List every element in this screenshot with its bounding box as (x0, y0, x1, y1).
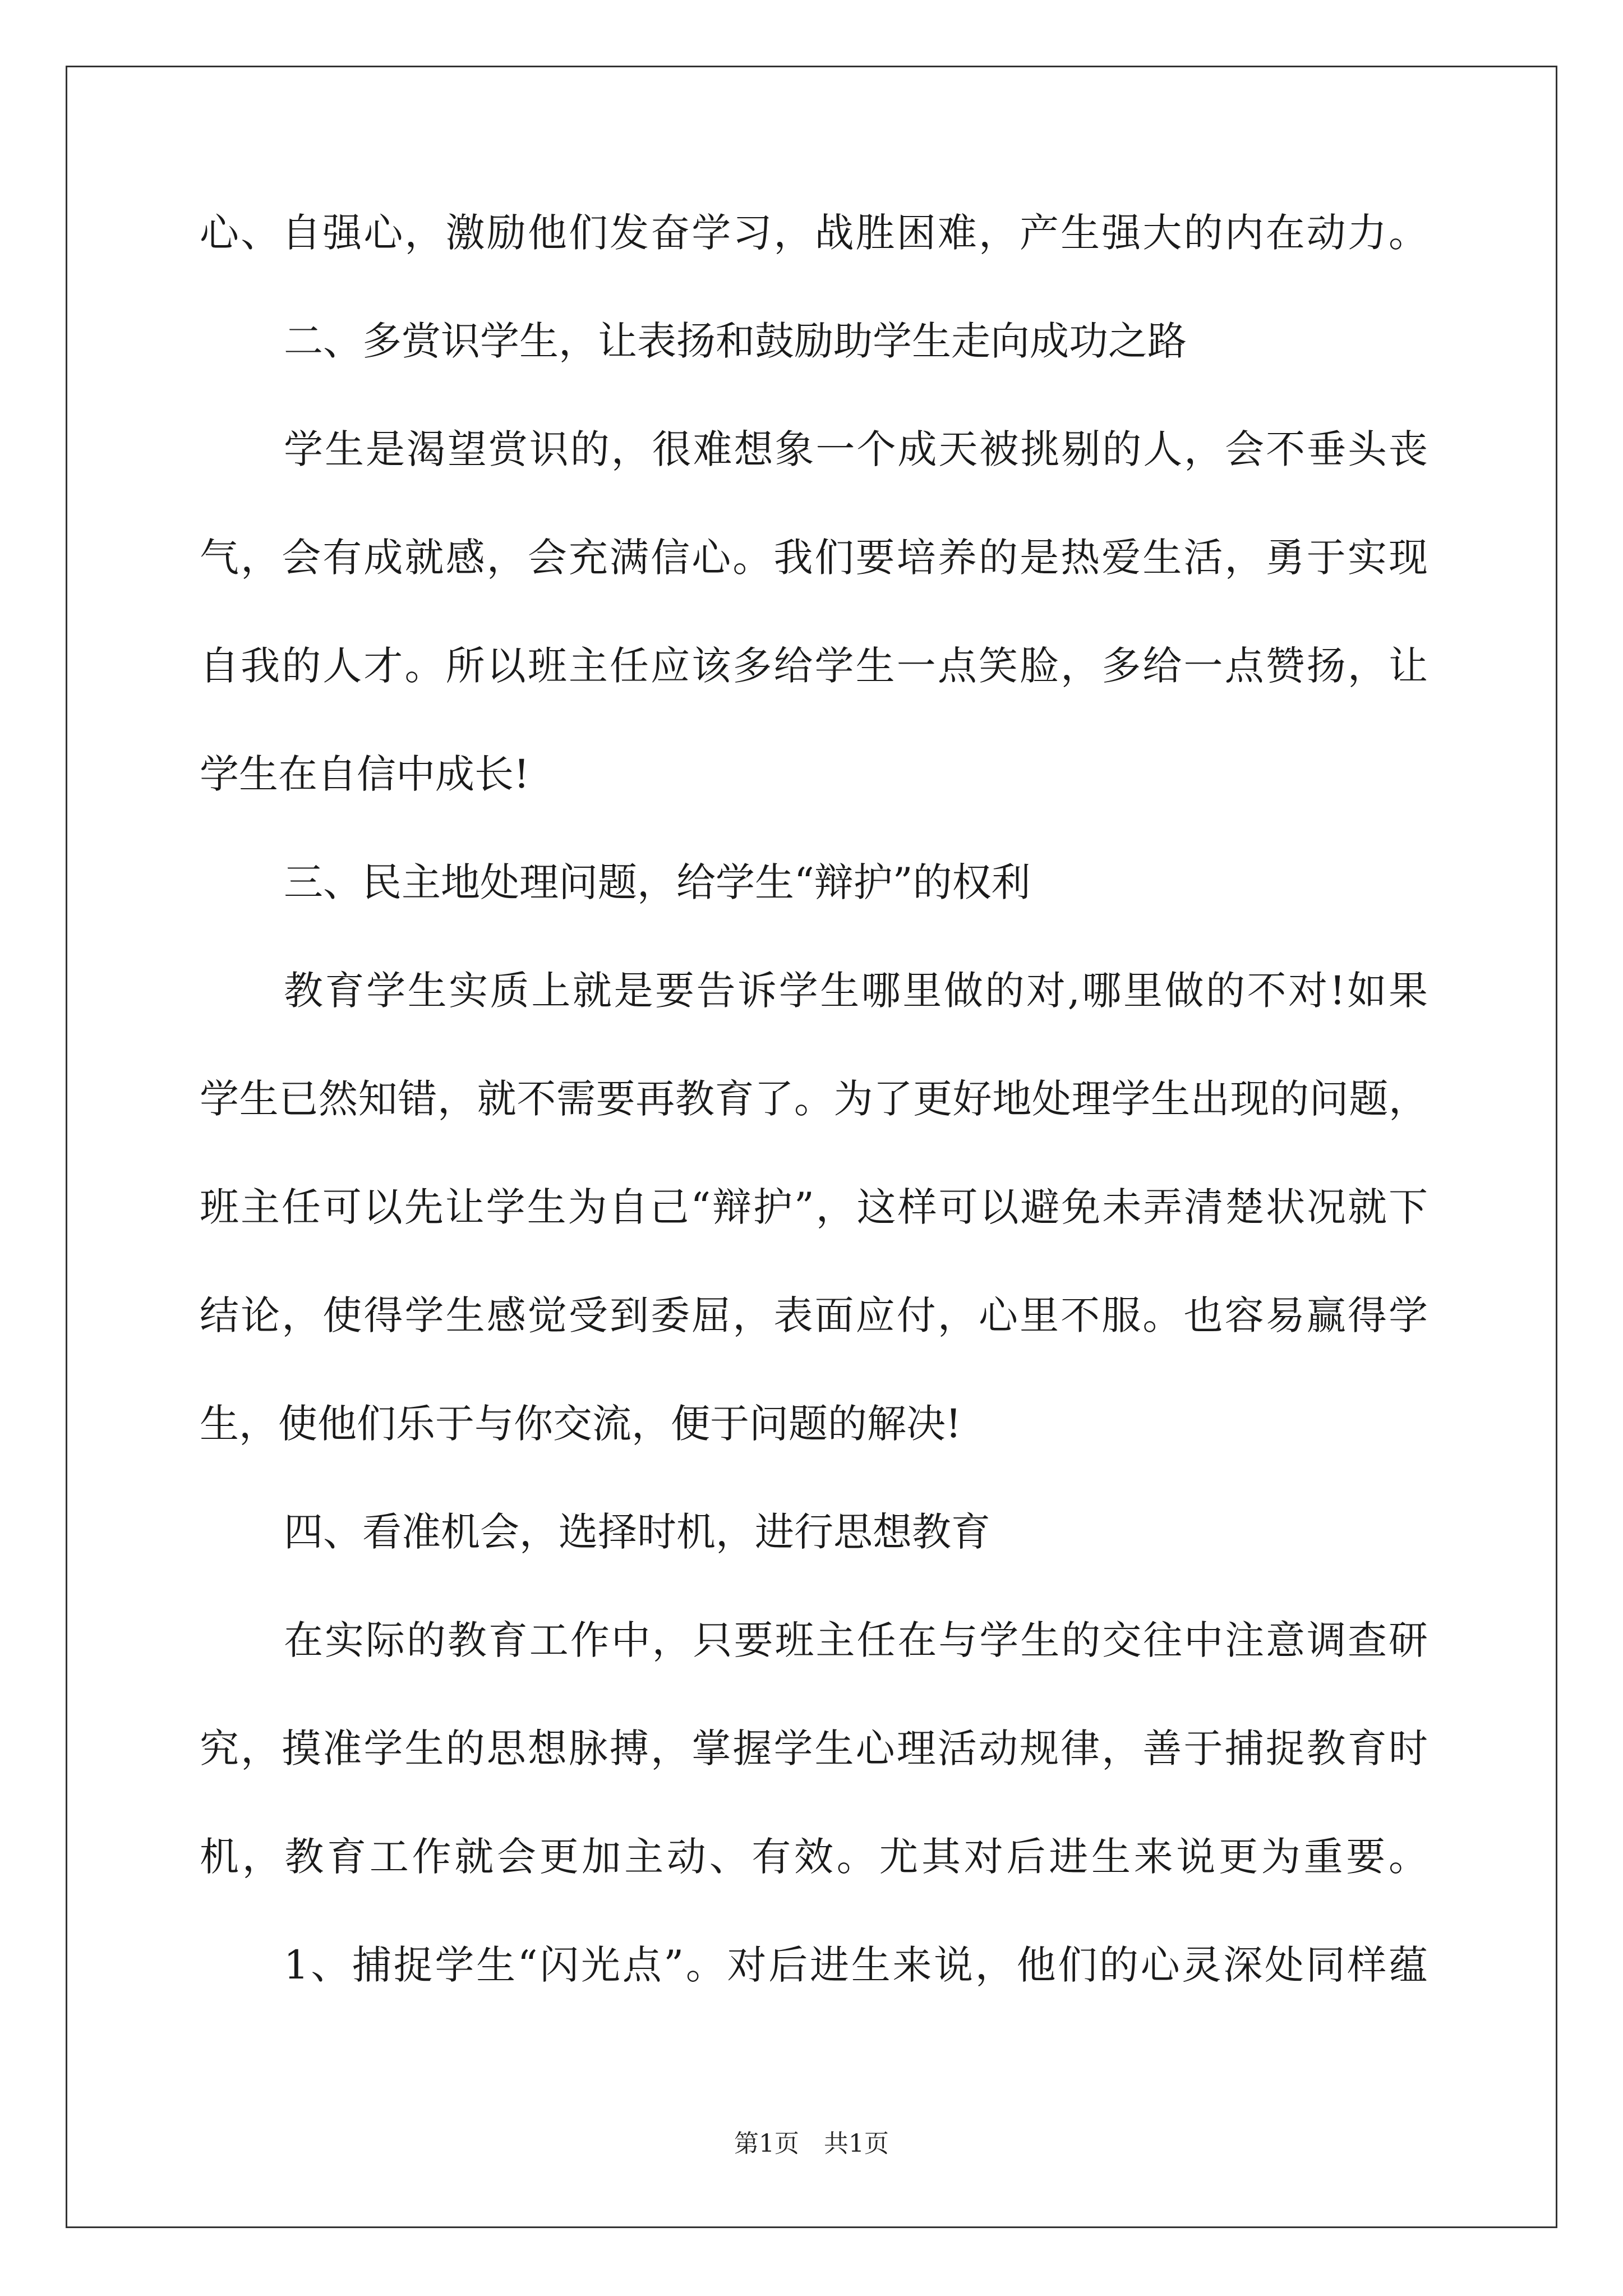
text-line: 气，会有成就感，会充满信心。我们要培养的是热爱生活，勇于实现 (200, 535, 1428, 581)
section-heading: 四、看准机会，选择时机，进行思想教育 (284, 1509, 990, 1555)
page-footer: 第1页 共1页 (734, 2129, 889, 2158)
text-line: 学生已然知错，就不需要再教育了。为了更好地处理学生出现的问题， (200, 1076, 1428, 1122)
paragraph-line: 教育学生实质上就是要告诉学生哪里做的对,哪里做的不对!如果 (284, 968, 1428, 1014)
text-line: 结论，使得学生感觉受到委屈，表面应付，心里不服。也容易赢得学 (200, 1292, 1428, 1338)
paragraph-line: 学生是渴望赏识的，很难想象一个成天被挑剔的人，会不垂头丧 (284, 426, 1428, 472)
text-line: 心、自强心，激励他们发奋学习，战胜困难，产生强大的内在动力。 (200, 210, 1428, 256)
document-body (200, 210, 1428, 2054)
text-line: 班主任可以先让学生为自己“辩护”，这样可以避免未弄清楚状况就下 (200, 1184, 1428, 1230)
text-line: 学生在自信中成长! (200, 751, 530, 797)
section-heading: 三、民主地处理问题，给学生“辩护”的权利 (284, 859, 1031, 905)
text-line: 究，摸准学生的思想脉搏，掌握学生心理活动规律，善于捕捉教育时 (200, 1726, 1428, 1772)
text-line: 自我的人才。所以班主任应该多给学生一点笑脸，多给一点赞扬，让 (200, 643, 1428, 689)
text-line: 机，教育工作就会更加主动、有效。尤其对后进生来说更为重要。 (200, 1834, 1428, 1880)
text-line: 生，使他们乐于与你交流，便于问题的解决! (200, 1401, 962, 1447)
paragraph-line: 在实际的教育工作中，只要班主任在与学生的交往中注意调查研 (284, 1617, 1428, 1663)
paragraph-line: 1、捕捉学生“闪光点”。对后进生来说，他们的心灵深处同样蕴 (284, 1942, 1428, 1988)
section-heading: 二、多赏识学生，让表扬和鼓励助学生走向成功之路 (284, 318, 1187, 364)
